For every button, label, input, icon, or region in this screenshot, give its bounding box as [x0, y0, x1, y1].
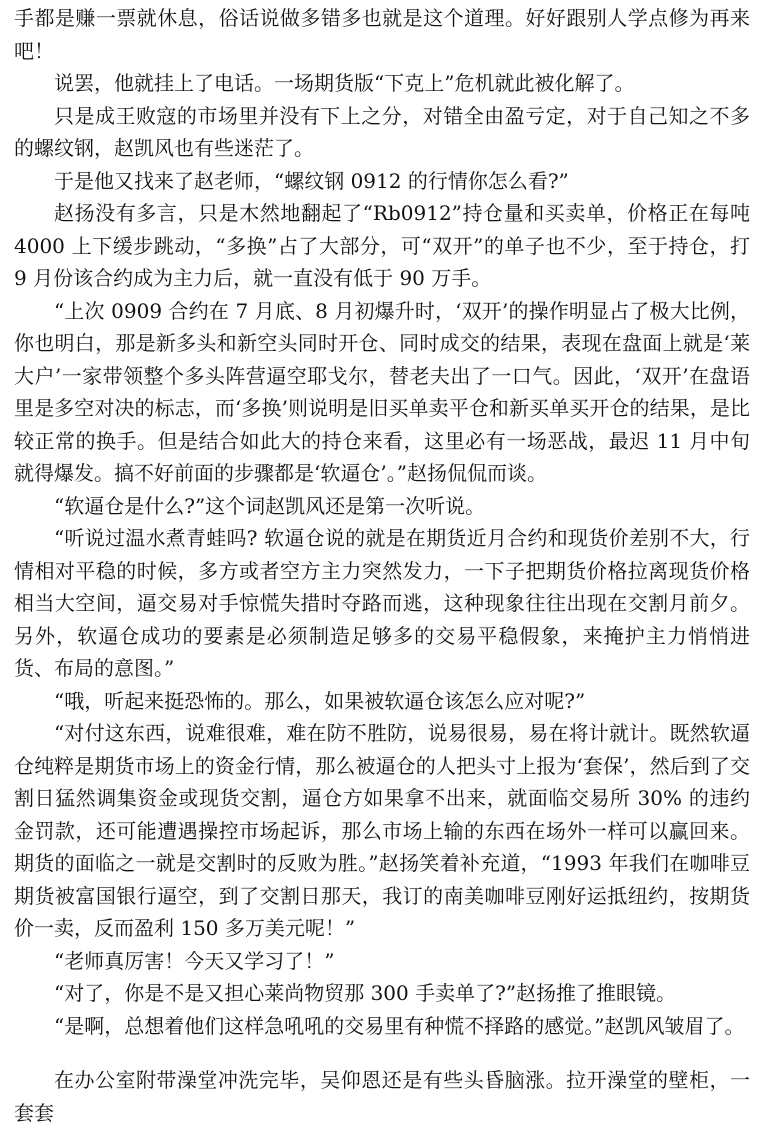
- paragraph: “哦，听起来挺恐怖的。那么，如果被软逼仓该怎么应对呢?”: [54, 688, 586, 713]
- paragraph: “对了，你是不是又担心莱尚物贸那 300 手卖单了?”赵扬推了推眼镜。: [54, 981, 677, 1005]
- paragraph: “老师真厉害！今天又学习了！”: [54, 948, 335, 973]
- paragraph: 说罢，他就挂上了电话。一场期货版“下克上”危机就此被化解了。: [54, 71, 635, 95]
- paragraph: 只是成王败寇的市场里并没有下上之分，对错全由盈亏定，对于自己知之不多的螺纹钢，赵凯风也有些迷茫了。: [14, 103, 750, 160]
- paragraph: 赵扬没有多言，只是木然地翻起了“Rb0912”持仓量和买卖单，价格正在每吨 4000 上下缓步跳动，“多换”占了大部分，可“双开”的单子也不少，至于持仓，打 9 月份该合约成为主力后，就一直没有低于 90 万手。: [14, 201, 750, 290]
- paragraph: “是啊，总想着他们这样急吼吼的交易里有种慌不择路的感觉。”赵凯风皱眉了。: [54, 1013, 745, 1038]
- paragraph: “对付这东西，说难很难，难在防不胜防，说易很易，易在将计就计。既然软逼仓纯粹是期货市场上的资金行情，那么被逼仓的人把头寸上报为‘套保’，然后到了交割日猛然调集资金或现货交割，逼仓方如果拿不出来，就面临交易所 30% 的违约金罚款，还可能遭遇操控市场起诉，那么市场上输的东西在场外一样可以赢回来。期货的面临之一就是交割时的反败为胜。”赵扬笑着补充道，“1993 年我们在咖啡豆期货被富国银行逼空，到了交割日那天，我订的南美咖啡豆刚好运抵纽约，按期货价一卖，反而盈利 150 多万美元呢！”: [14, 721, 750, 940]
- section-first-paragraph: 在办公室附带澡堂冲洗完毕，吴仰恩还是有些头昏脑涨。拉开澡堂的壁柜，一套套: [14, 1068, 750, 1125]
- paragraph: “听说过温水煮青蛙吗? 软逼仓说的就是在期货近月合约和现货价差别不大，行情相对平稳的时候，多方或者空方主力突然发力，一下子把期货价格拉离现货价格相当大空间，逼交易对手惊慌失措时夺路而逃，这种现象往往出现在交割月前夕。另外，软逼仓成功的要素是必须制造足够多的交易平稳假象，来掩护主力悄悄进货、布局的意图。”: [14, 526, 750, 680]
- paragraph: “上次 0909 合约在 7 月底、8 月初爆升时，‘双开’的操作明显占了极大比例，你也明白，那是新多头和新空头同时开仓、同时成交的结果，表现在盘面上就是‘莱大户’一家带领整个多头阵营逼空耶戈尔，替老夫出了一口气。因此，‘双开’在盘语里是多空对决的标志，而‘多换’则说明是旧买单卖平仓和新买单买开仓的结果，是比较正常的换手。但是结合如此大的持仓来看，这里必有一场恶战，最迟 11 月中旬就得爆发。搞不好前面的步骤都是‘软逼仓’。”赵扬侃侃而谈。: [14, 298, 750, 485]
- body-text: [14, 2, 750, 1129]
- paragraph: 于是他又找来了赵老师，“螺纹钢 0912 的行情你怎么看?”: [54, 168, 569, 193]
- paragraph: “软逼仓是什么?”这个词赵凯风还是第一次听说。: [54, 493, 486, 518]
- paragraph: 手都是赚一票就休息，俗话说做多错多也就是这个道理。好好跟别人学点修为再来吧！: [14, 6, 750, 63]
